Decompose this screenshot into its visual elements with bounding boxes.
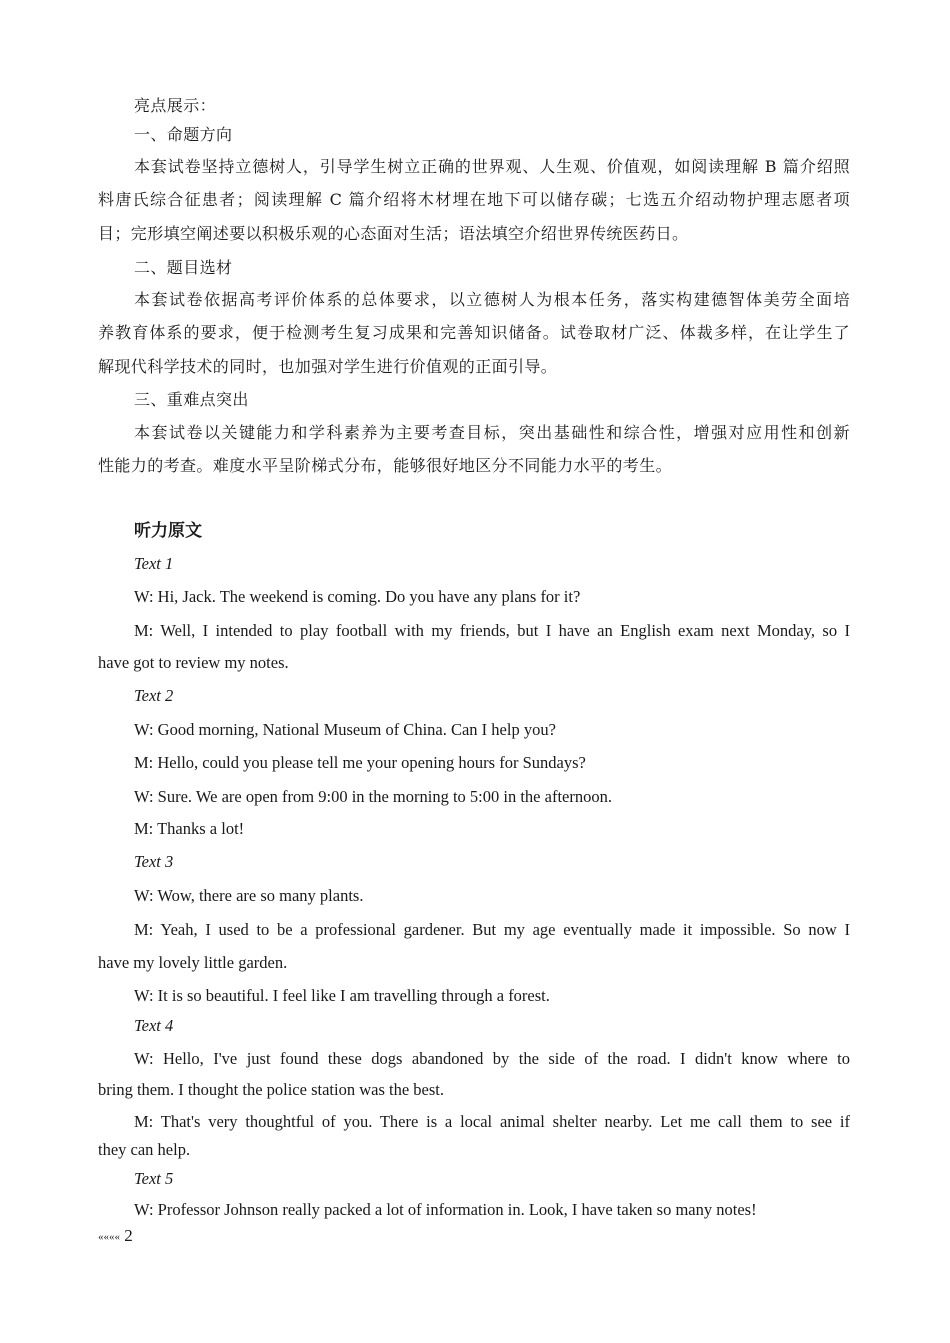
text-label: Text 1 — [134, 554, 174, 573]
dialogue-line: W: Sure. We are open from 9:00 in the morning to 5:00 in the afternoon. — [134, 787, 612, 806]
paragraph-line: 本套试卷坚持立德树人，引导学生树立正确的世界观、人生观、价值观，如阅读理解 B 篇介绍照 — [134, 157, 850, 176]
dialogue-line: W: Good morning, National Museum of China. Can I help you? — [134, 720, 556, 739]
text-label: Text 2 — [134, 686, 174, 705]
paragraph-line: 养教育体系的要求，便于检测考生复习成果和完善知识储备。试卷取材广泛、体裁多样，在让学生了 — [98, 323, 850, 342]
section-heading: 一、命题方向 — [134, 125, 233, 144]
text-label: Text 4 — [134, 1016, 174, 1035]
dialogue-line: bring them. I thought the police station was the best. — [98, 1080, 444, 1099]
paragraph-line: 目；完形填空阐述要以积极乐观的心态面对生活；语法填空介绍世界传统医药日。 — [98, 224, 689, 243]
dialogue-line: they can help. — [98, 1140, 191, 1159]
dialogue-line: W: Wow, there are so many plants. — [134, 886, 364, 905]
page-number: 2 — [124, 1226, 133, 1245]
section-heading: 二、题目选材 — [134, 258, 233, 277]
paragraph-line: 本套试卷依据高考评价体系的总体要求，以立德树人为根本任务，落实构建德智体美劳全面培 — [134, 290, 850, 309]
dialogue-line: M: Thanks a lot! — [134, 819, 245, 838]
dialogue-line: have my lovely little garden. — [98, 953, 288, 972]
dialogue-line: have got to review my notes. — [98, 653, 289, 672]
paragraph-line: 解现代科学技术的同时，也加强对学生进行价值观的正面引导。 — [98, 357, 558, 376]
text-label: Text 3 — [134, 852, 174, 871]
page-footer — [98, 1226, 133, 1246]
dialogue-line: M: Yeah, I used to be a professional gardener. But my age eventually made it impossible. So now I — [134, 920, 850, 939]
dialogue-line: M: Hello, could you please tell me your opening hours for Sundays? — [134, 753, 586, 772]
listening-title: 听力原文 — [134, 521, 202, 541]
dialogue-line: W: Hi, Jack. The weekend is coming. Do you have any plans for it? — [134, 587, 581, 606]
dialogue-line: W: It is so beautiful. I feel like I am travelling through a forest. — [134, 986, 550, 1005]
highlights-title: 亮点展示： — [134, 96, 217, 115]
text-label: Text 5 — [134, 1169, 174, 1188]
paragraph-line: 料唐氏综合征患者；阅读理解 C 篇介绍将木材埋在地下可以储存碳；七选五介绍动物护理志愿者项 — [98, 190, 850, 209]
dialogue-line: M: That's very thoughtful of you. There is a local animal shelter nearby. Let me call them to see if — [134, 1112, 850, 1131]
footer-marks: «««« — [98, 1231, 120, 1244]
dialogue-line: W: Professor Johnson really packed a lot of information in. Look, I have taken so many notes! — [134, 1200, 757, 1219]
dialogue-line: W: Hello, I've just found these dogs abandoned by the side of the road. I didn't know where to — [134, 1049, 850, 1068]
dialogue-line: M: Well, I intended to play football with my friends, but I have an English exam next Monday, so I — [134, 621, 850, 640]
paragraph-line: 本套试卷以关键能力和学科素养为主要考查目标，突出基础性和综合性，增强对应用性和创新 — [134, 423, 850, 442]
section-heading: 三、重难点突出 — [134, 390, 249, 409]
paragraph-line: 性能力的考查。难度水平呈阶梯式分布，能够很好地区分不同能力水平的考生。 — [98, 456, 673, 475]
